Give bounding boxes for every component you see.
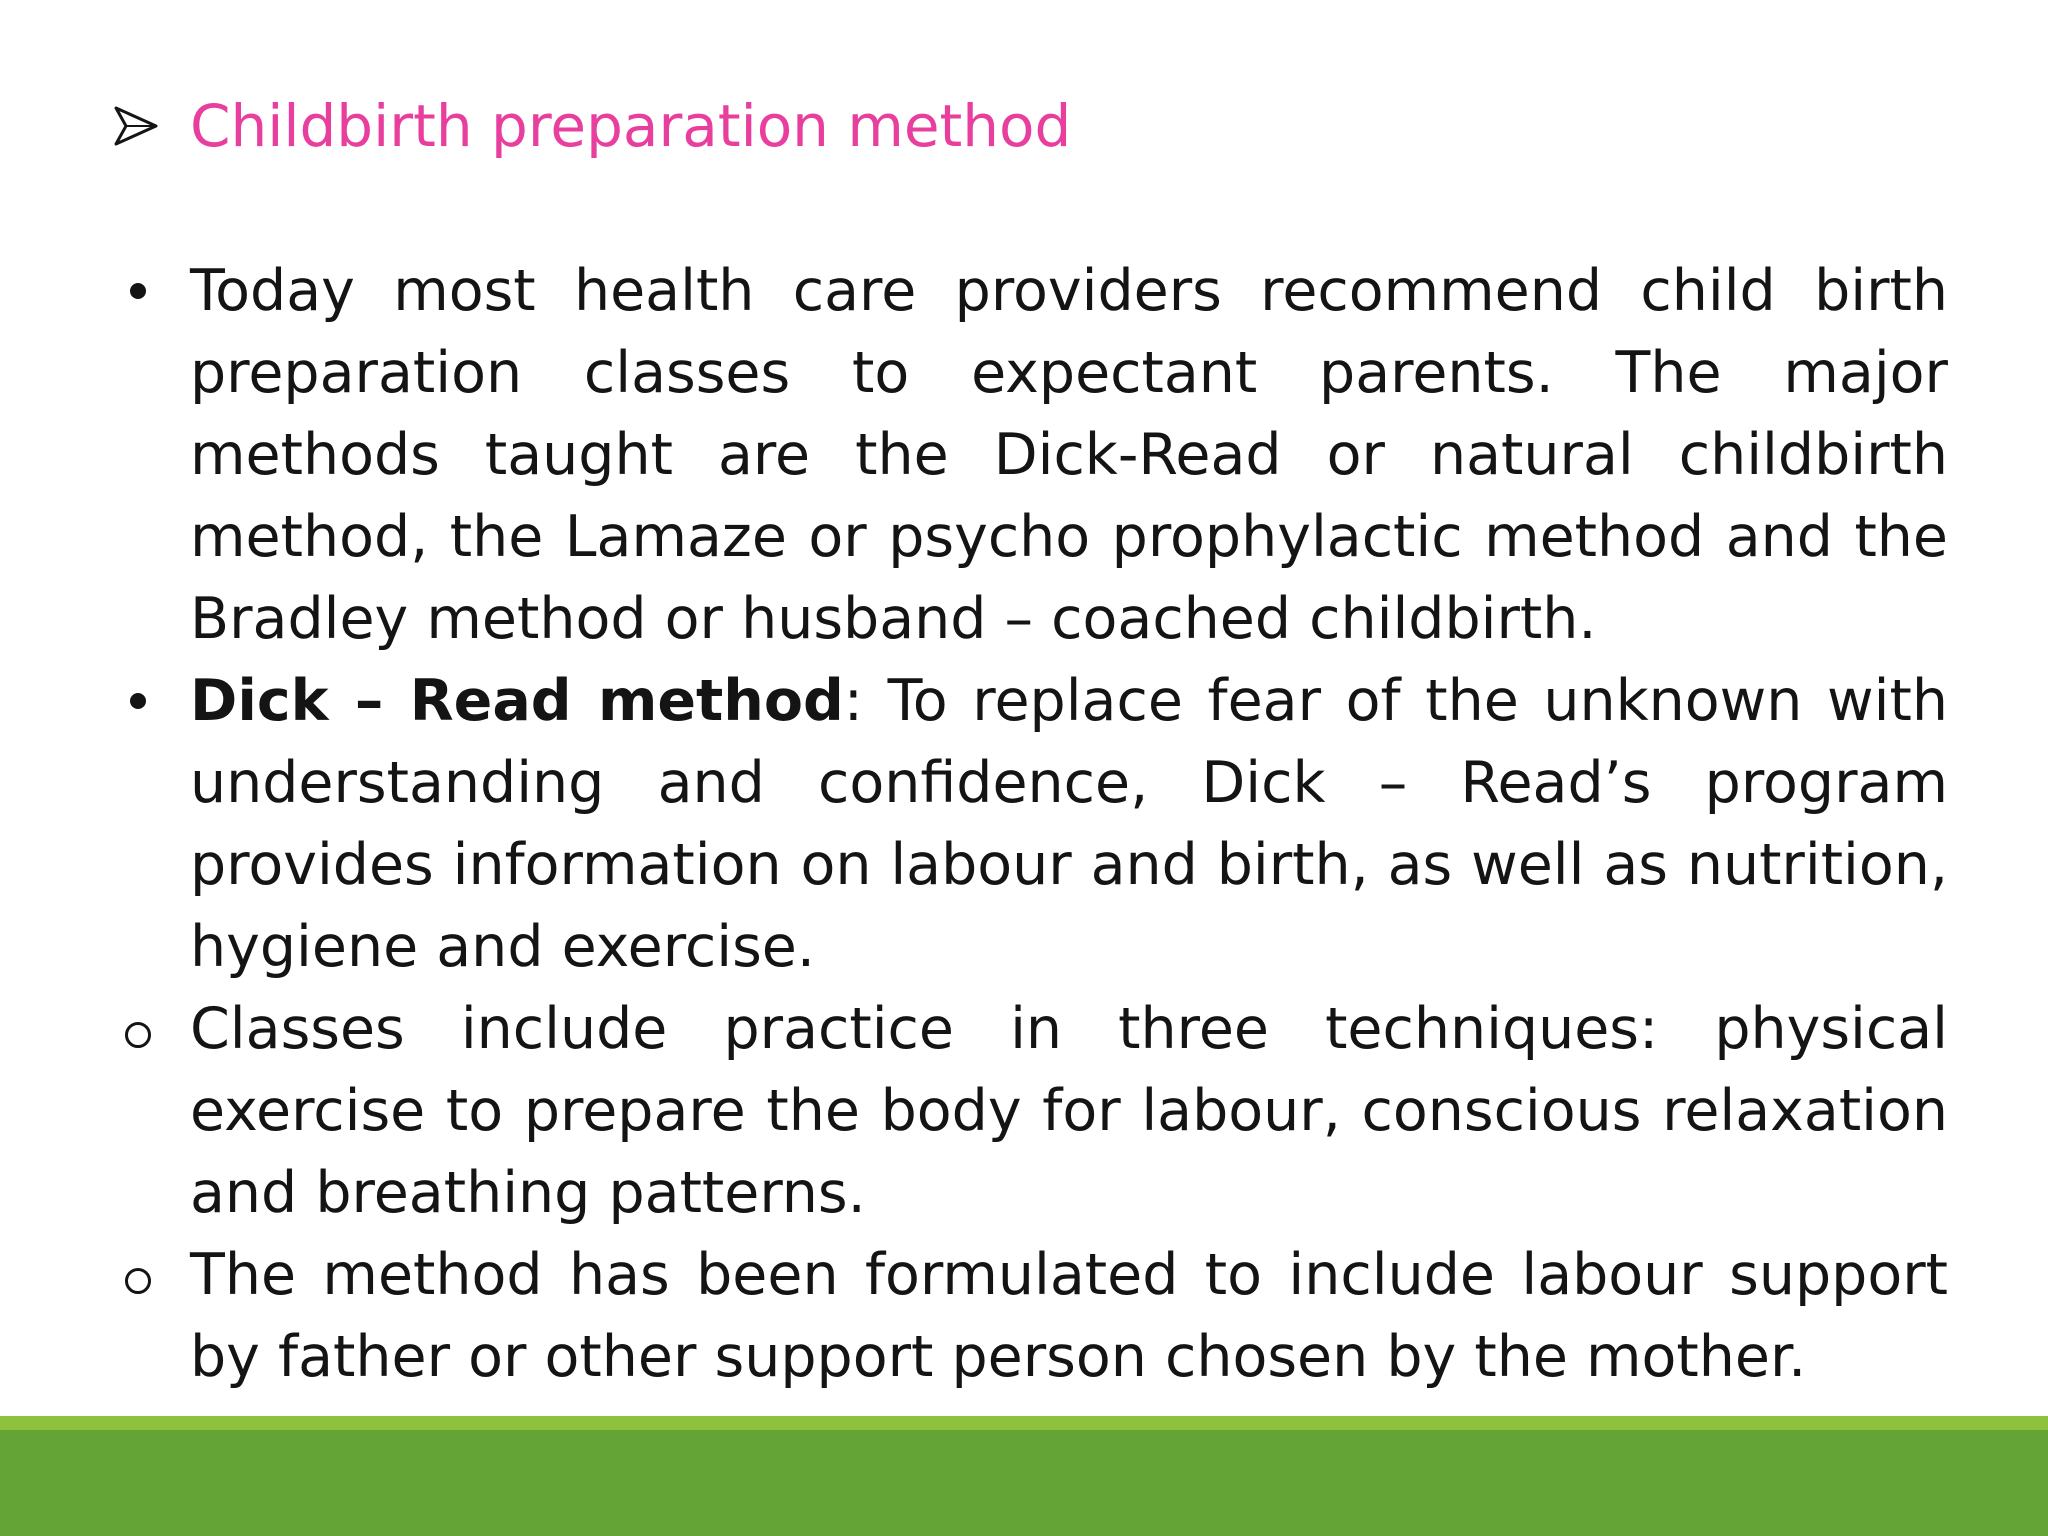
hollow-circle-icon — [125, 1268, 151, 1294]
sub-bullet-text: Classes include practice in three techniques: physical exercise to prepare the body for labour, conscious relaxation and breathing patterns. — [190, 996, 1948, 1226]
bullet-text: Today most health care providers recommend child birth preparation classes to expectant parents. The major methods taught are the Dick-Read or natural childbirth method, the Lamaze or psycho prophylactic method and the Bradley method or husband – coached childbirth. — [190, 258, 1948, 652]
hollow-circle-icon — [125, 1022, 151, 1048]
bullet-item — [108, 660, 1948, 988]
bullet-item — [108, 250, 1948, 660]
filled-dot-icon — [130, 283, 146, 299]
arrowhead-bullet-icon — [112, 102, 160, 150]
sub-bullet-text: The method has been formulated to include labour support by father or other support person chosen by the mother. — [190, 1242, 1948, 1390]
heading-text: Childbirth preparation method — [190, 92, 1072, 160]
bullet-marker — [108, 250, 168, 332]
sub-bullet-marker — [108, 1234, 168, 1316]
bullet-text: : To replace fear of the unknown with understanding and confidence, Dick – Read’s program provides information on labour and birth, as well as nutrition, hygiene and exercise. — [190, 668, 1948, 980]
bullet-marker — [108, 660, 168, 742]
footer-top-stripe — [0, 1416, 2048, 1430]
method-term: Dick – Read method — [190, 668, 844, 734]
slide-heading — [112, 80, 1071, 172]
content-list — [108, 250, 1948, 1398]
sub-bullet-marker — [108, 988, 168, 1070]
sub-bullet-item — [108, 988, 1948, 1234]
sub-bullet-item — [108, 1234, 1948, 1398]
filled-dot-icon — [130, 693, 146, 709]
footer-band — [0, 1416, 2048, 1536]
